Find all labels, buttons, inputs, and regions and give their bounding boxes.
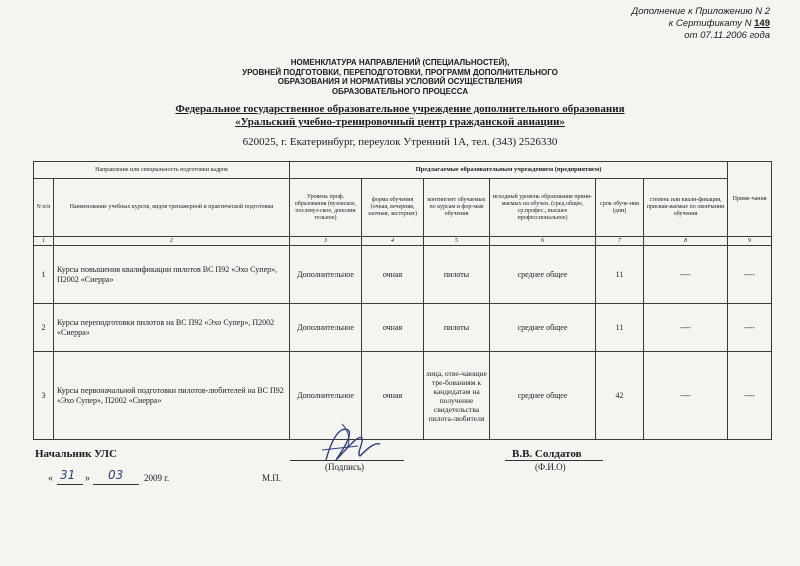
row-degree: ---- bbox=[644, 304, 728, 352]
row-degree: ---- bbox=[644, 352, 728, 440]
column-index: 9 bbox=[728, 237, 772, 246]
fio-caption: (Ф.И.О) bbox=[535, 462, 566, 472]
header-term: срок обуче-ния (дни) bbox=[596, 179, 644, 237]
row-name: Курсы переподготовки пилотов на ВС П92 «Эхо Супер», П2002 «Сиерра» bbox=[54, 304, 290, 352]
row-degree: ---- bbox=[644, 246, 728, 304]
row-form: очная bbox=[362, 352, 424, 440]
table-row bbox=[34, 246, 772, 304]
row-name: Курсы первоначальной подготовки пилотов-любителей на ВС П92 «Эхо Супер», П2002 «Сиерра» bbox=[54, 352, 290, 440]
row-level: Дополнительное bbox=[290, 246, 362, 304]
row-term: 42 bbox=[596, 352, 644, 440]
document-title bbox=[170, 58, 630, 96]
row-level: Дополнительное bbox=[290, 352, 362, 440]
row-form: очная bbox=[362, 304, 424, 352]
row-note: ---- bbox=[728, 352, 772, 440]
signature-caption: (Подпись) bbox=[325, 462, 365, 472]
header-offered: Предлагаемые образовательным учреждением (предприятием) bbox=[290, 162, 728, 179]
column-index: 4 bbox=[362, 237, 424, 246]
stamp-place: М.П. bbox=[262, 473, 282, 483]
row-level: Дополнительное bbox=[290, 304, 362, 352]
appendix-line-3: от 07.11.2006 года bbox=[684, 30, 770, 41]
column-index-row bbox=[34, 237, 772, 246]
table-row bbox=[34, 304, 772, 352]
date-month-line bbox=[93, 484, 139, 485]
header-level: Уровень проф. образования (вузовское, послевуз-ское, дополни тельное) bbox=[290, 179, 362, 237]
column-index: 3 bbox=[290, 237, 362, 246]
table-row bbox=[34, 352, 772, 440]
header-contingent: контингент обучаемых по курсам и фор-мам обучения bbox=[424, 179, 490, 237]
row-entry: среднее общее bbox=[490, 352, 596, 440]
fio-line bbox=[505, 460, 603, 461]
column-index: 5 bbox=[424, 237, 490, 246]
header-name: Наименование учебных курсов, видов тренажерной и практической подготовки bbox=[54, 179, 290, 237]
appendix-line-2 bbox=[632, 18, 770, 30]
organization-name bbox=[150, 103, 650, 129]
row-num: 1 bbox=[34, 246, 54, 304]
column-index: 8 bbox=[644, 237, 728, 246]
nomenclature-table bbox=[33, 161, 772, 440]
row-term: 11 bbox=[596, 304, 644, 352]
date-day: 31 bbox=[60, 468, 76, 482]
organization-line-1: Федеральное государственное образовательное учреждение дополнительного образования bbox=[175, 103, 625, 115]
date-day-line bbox=[57, 484, 83, 485]
row-note: ---- bbox=[728, 246, 772, 304]
certificate-number: 149 bbox=[754, 18, 770, 29]
title-line-1: НОМЕНКЛАТУРА НАПРАВЛЕНИЙ (СПЕЦИАЛЬНОСТЕЙ), bbox=[290, 58, 510, 67]
column-index: 7 bbox=[596, 237, 644, 246]
header-num: N п/п bbox=[34, 179, 54, 237]
signatory-position: Начальник УЛС bbox=[35, 448, 117, 460]
signatory-name: В.В. Солдатов bbox=[512, 448, 582, 460]
title-line-3: ОБРАЗОВАНИЯ И НОРМАТИВЫ УСЛОВИЙ ОСУЩЕСТВЛЕНИЯ bbox=[277, 77, 523, 87]
row-entry: среднее общее bbox=[490, 246, 596, 304]
row-contingent: пилоты bbox=[424, 246, 490, 304]
appendix-header bbox=[632, 6, 770, 42]
column-index: 2 bbox=[54, 237, 290, 246]
title-line-4: ОБРАЗОВАТЕЛЬНОГО ПРОЦЕССА bbox=[331, 86, 469, 96]
organization-line-2: «Уральский учебно-тренировочный центр гражданской авиации» bbox=[235, 116, 565, 128]
appendix-line-1: Дополнение к Приложению N 2 bbox=[631, 6, 770, 17]
row-contingent: лица, отве-чающие тре-бованиям к кандидатам на получение свидетельства пилота-любителя bbox=[424, 352, 490, 440]
appendix-line-2-prefix: к Сертификату N bbox=[668, 18, 755, 29]
row-num: 3 bbox=[34, 352, 54, 440]
date-close-quote: » bbox=[85, 473, 90, 484]
row-num: 2 bbox=[34, 304, 54, 352]
column-index: 1 bbox=[34, 237, 54, 246]
header-form: форма обучения (очная, вечерняя, заочная, экстернат) bbox=[362, 179, 424, 237]
handwritten-signature bbox=[318, 420, 388, 468]
title-line-2: УРОВНЕЙ ПОДГОТОВКИ, ПЕРЕПОДГОТОВКИ, ПРОГРАММ ДОПОЛНИТЕЛЬНОГО bbox=[242, 67, 558, 77]
date-month: 03 bbox=[108, 468, 124, 482]
row-term: 11 bbox=[596, 246, 644, 304]
header-degree: степень или квали-фикация, присваи-ваемые по окончании обучения bbox=[644, 179, 728, 237]
row-form: очная bbox=[362, 246, 424, 304]
header-entry: исходный уровень образования прини-маемых на обучен. (сред.общее, ср.профес., высшее профессиональное) bbox=[490, 179, 596, 237]
date-open-quote: « bbox=[48, 473, 53, 484]
date-year: 2009 г. bbox=[144, 473, 170, 483]
organization-address: 620025, г. Екатеринбург, переулок Утренний 1А, тел. (343) 2526330 bbox=[242, 136, 558, 148]
row-name: Курсы повышения квалификации пилотов ВС П92 «Эхо Супер», П2002 «Сиерра» bbox=[54, 246, 290, 304]
row-note: ---- bbox=[728, 304, 772, 352]
header-direction: Направление или специальность подготовки кадров bbox=[34, 162, 290, 179]
column-index: 6 bbox=[490, 237, 596, 246]
row-entry: среднее общее bbox=[490, 304, 596, 352]
header-note: Приме-чания bbox=[728, 162, 772, 237]
row-contingent: пилоты bbox=[424, 304, 490, 352]
